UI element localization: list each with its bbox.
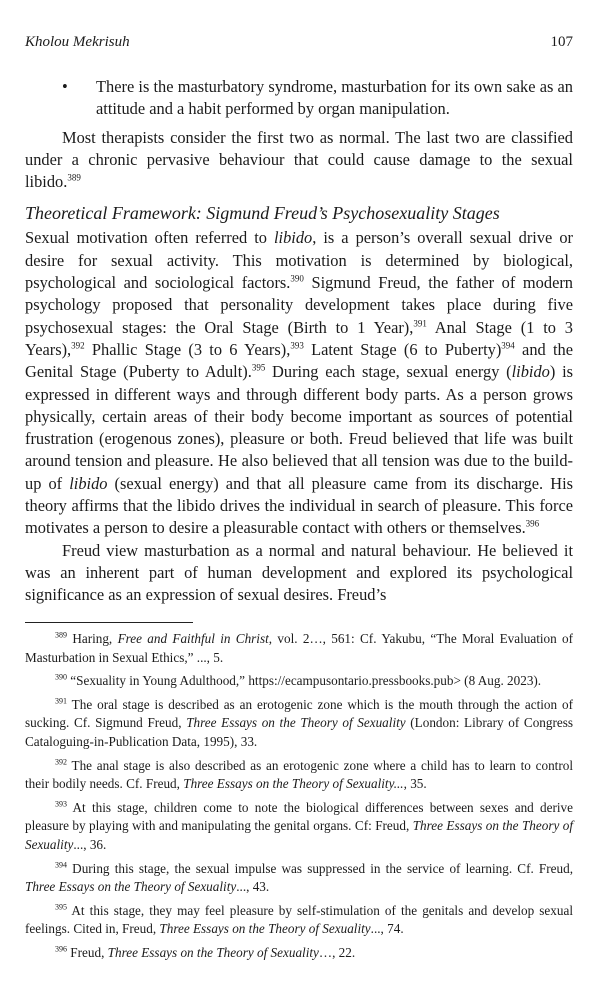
footnote-389: $^{389}$ Haring, Free and Faithful in Christ, vol. 2…, 561: Cf. Yakubu, “The Moral Evaluation of Masturbation in Sexual Ethics,” ..., 5. <box>25 630 574 665</box>
bullet-item <box>62 76 573 121</box>
bullet-dot-icon: • <box>62 77 68 96</box>
footnote-391: $^{391}$ The oral stage is described as an erotogenic zone which is the mouth through the action of sucking. Cf. Sigmund Freud, Three Essays on the Theory of Sexuality (London: Library of Congress Cataloguing-in-Publication Data, 1995), 33. <box>25 696 573 749</box>
bullet-text: There is the masturbatory syndrome, masturbation for its own sake as an attitude and a habit performed by organ manipulation. <box>96 77 573 119</box>
footnote-ref-395[interactable]: 395 <box>251 362 266 373</box>
page-number: 107 <box>550 34 573 50</box>
footnotes <box>25 630 573 968</box>
footnote-ref-393[interactable]: 393 <box>290 340 304 351</box>
footnote-ref-396[interactable]: 396 <box>525 518 540 529</box>
paragraph-therapists: Most therapists consider the first two as normal. The last two are classified under a chronic pervasive behaviour that could cause damage to the sexual libido.$^{389}$ <box>25 127 573 192</box>
footnote-ref-394[interactable]: 394 <box>501 340 515 351</box>
footnote-395: $^{395}$ At this stage, they may feel pleasure by self-stimulation of the genitals and develop sexual feelings. Cited in, Freud, Three Essays on the Theory of Sexuality..., 74. <box>25 902 573 937</box>
footnote-390: $^{390}$ “Sexuality in Young Adulthood,” https://ecampusontario.pressbooks.pub> (8 Aug. 2023). <box>55 672 542 689</box>
footnote-divider <box>25 622 193 623</box>
footnote-392: $^{392}$ The anal stage is also described as an erotogenic zone where a child has to learn to control their bodily needs. Cf. Freud, Three Essays on the Theory of Sexuality..., 35. <box>25 757 573 792</box>
footnote-394: $^{394}$ During this stage, the sexual impulse was suppressed in the service of learning. Cf. Freud, Three Essays on the Theory of Sexuality..., 43. <box>25 860 573 895</box>
paragraph-freud-view: Freud view masturbation as a normal and natural behaviour. He believed it was an inherent part of human development and explored its psychological significance as an expression of sexual desires. Freud’s <box>25 540 573 605</box>
footnote-ref-390[interactable]: 390 <box>290 273 304 284</box>
footnote-ref-392[interactable]: 392 <box>71 340 85 351</box>
running-head-author: Kholou Mekrisuh <box>25 34 130 50</box>
footnote-ref-391[interactable]: 391 <box>413 318 427 329</box>
footnote-396: $^{396}$ Freud, Three Essays on the Theory of Sexuality…, 22. <box>55 944 356 960</box>
footnote-393: $^{393}$ At this stage, children come to note the biological differences between sexes and derive pleasure by playing with and manipulating the genital organs. Cf: Freud, Three Essays on the Theory of Sexuality..., 36. <box>25 799 574 852</box>
main-text <box>25 76 573 607</box>
running-header <box>25 34 573 54</box>
footnote-ref-389[interactable]: 389 <box>67 172 81 183</box>
paragraph-sexual-motivation: Sexual motivation often referred to libido, is a person’s overall sexual drive or desire for sexual activity. This motivation is determined by biological, psychological and sociological factors.$^{390}$ Sigmund Freud, the father of modern psychology proposed that personality development takes place during five psychosexual stages: the Oral Stage (Birth to 1 Year),$^{391}$ Anal Stage (1 to 3 Years),$^{392}$ Phallic Stage (3 to 6 Years),$^{393}$ Latent Stage (6 to Puberty)$^{394}$ and the Genital Stage (Puberty to Adult).$^{395}$ During each stage, sexual energy (libido) is expressed in different ways and through different body parts. As a person grows physically, certain areas of their body become important as sources of potential frustration (erogenous zones), pleasure or both. Freud believed that life was built around tension and pleasure. He also believed that all tension was due to the build-up of libido (sexual energy) and that all pleasure came from its discharge. His theory affirms that the libido drives the individual in search of pleasure. This force motivates a person to desire a pleasurable contact with others or themselves.$^{396}$ <box>25 228 574 538</box>
section-heading: Theoretical Framework: Sigmund Freud’s Psychosexuality Stages <box>25 203 500 224</box>
